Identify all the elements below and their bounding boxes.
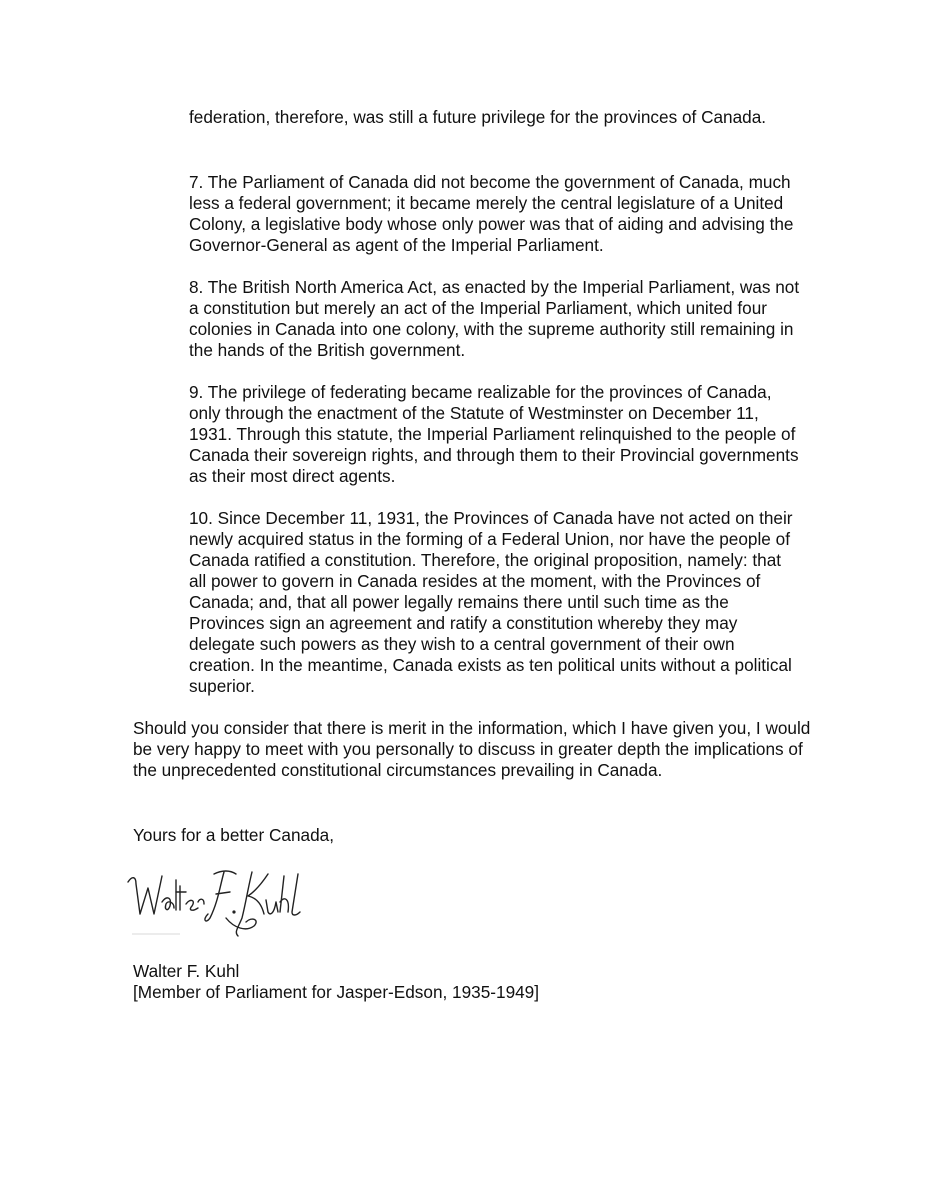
handwritten-signature bbox=[122, 862, 322, 942]
point-9: 9. The privilege of federating became realizable for the provinces of Canada, only through the enactment of the Statute of Westminster on December 11, 1931. Through this statute, the Imperial Parliament relinquished to the people of Canada their sovereign rights, and through them to their Provincial governments as their most direct agents. bbox=[189, 382, 799, 486]
point-7: 7. The Parliament of Canada did not become the government of Canada, much less a federal government; it became merely the central legislature of a United Colony, a legislative body whose only power was that of aiding and advising the Governor-General as agent of the Imperial Parliament. bbox=[189, 172, 794, 255]
closing-paragraph: Should you consider that there is merit in the information, which I have given you, I would be very happy to meet with you personally to discuss in greater depth the implications of the unprecedented constitutional circumstances prevailing in Canada. bbox=[133, 718, 811, 780]
point-10: 10. Since December 11, 1931, the Provinces of Canada have not acted on their newly acquired status in the forming of a Federal Union, nor have the people of Canada ratified a constitution. Therefore, the original proposition, namely: that all power to govern in Canada resides at the moment, with the Provinces of Canada; and, that all power legally remains there until such time as the Provinces sign an agreement and ratify a constitution whereby they may delegate such powers as they wish to a central government of their own creation. In the meantime, Canada exists as ten political units without a political superior. bbox=[189, 508, 793, 696]
paragraph-6-continuation: federation, therefore, was still a future privilege for the provinces of Canada. bbox=[189, 107, 767, 127]
signer-title: [Member of Parliament for Jasper-Edson, 1935-1949] bbox=[133, 982, 540, 1002]
point-8: 8. The British North America Act, as enacted by the Imperial Parliament, was not a constitution but merely an act of the Imperial Parliament, which united four colonies in Canada into one colony, with the supreme authority still remaining in the hands of the British government. bbox=[189, 277, 800, 360]
signer-name: Walter F. Kuhl bbox=[133, 961, 240, 981]
valediction: Yours for a better Canada, bbox=[133, 825, 334, 845]
